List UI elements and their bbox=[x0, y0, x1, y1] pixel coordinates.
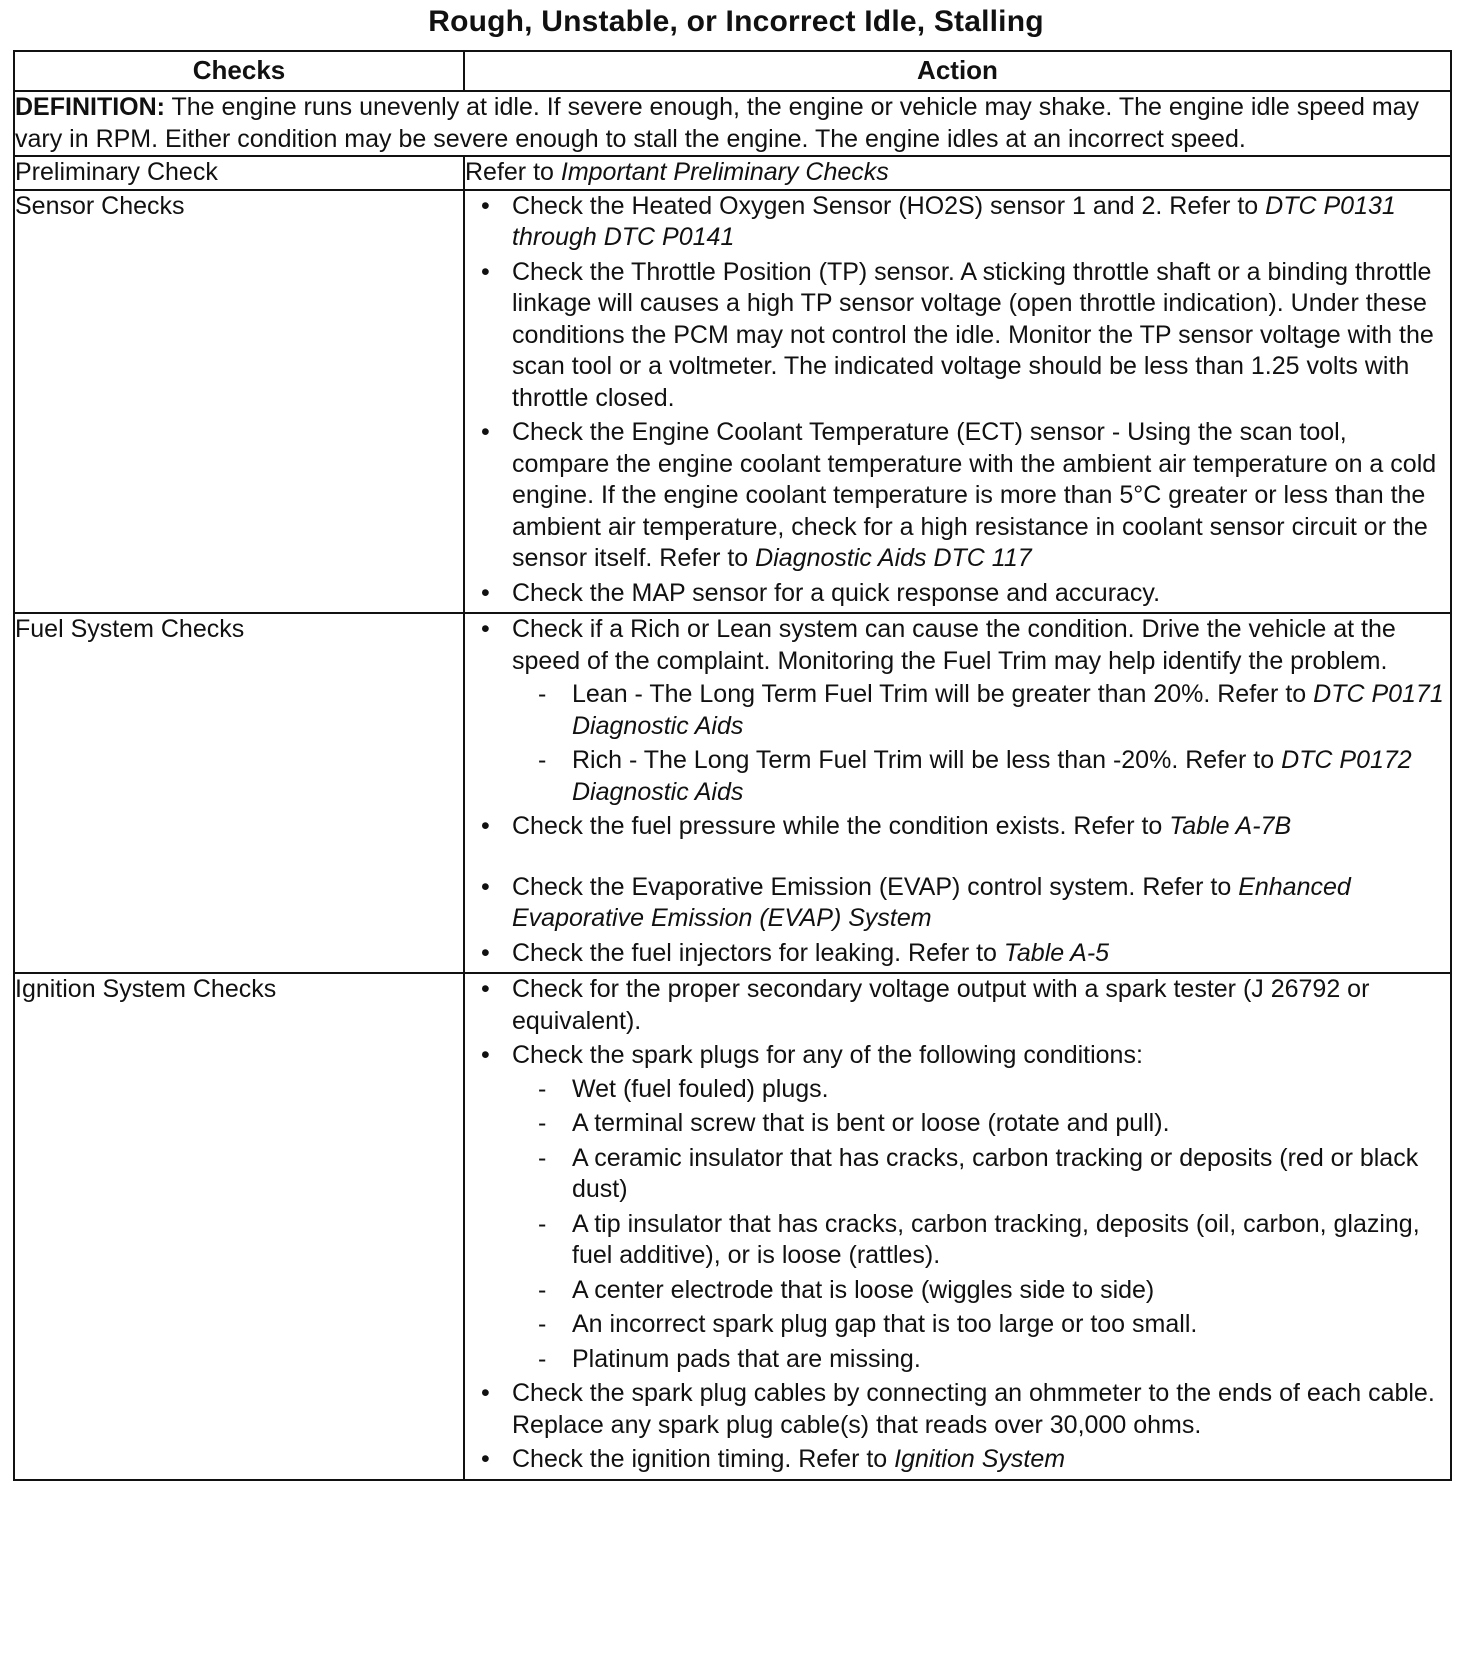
table-row-ignition bbox=[14, 973, 1451, 1480]
sub-list bbox=[512, 1074, 1450, 1376]
list-item bbox=[465, 578, 1450, 610]
definition-cell bbox=[14, 91, 1451, 156]
action-list bbox=[465, 614, 1450, 969]
list-item bbox=[465, 417, 1450, 575]
check-cell: Fuel System Checks bbox=[14, 613, 464, 973]
list-item bbox=[465, 872, 1450, 935]
item-text: Check the Throttle Position (TP) sensor. A sticking throttle shaft or a binding throttle linkage will causes a high TP sensor voltage (open throttle indication). Under these conditions the PCM may not control the idle. Monitor the TP sensor voltage with the scan tool or a voltmeter. The indicated voltage should be less than 1.25 volts with throttle closed. bbox=[512, 257, 1434, 412]
reference-link: Diagnostic Aids DTC 117 bbox=[755, 544, 1032, 572]
page-title: Rough, Unstable, or Incorrect Idle, Stalling bbox=[428, 5, 1044, 38]
list-item bbox=[465, 614, 1450, 808]
action-list bbox=[465, 974, 1450, 1476]
sub-list-item: - A ceramic insulator that has cracks, carbon tracking or deposits (red or black dust) bbox=[512, 1143, 1450, 1206]
check-cell: Sensor Checks bbox=[14, 190, 464, 614]
definition-label: DEFINITION: bbox=[15, 93, 165, 121]
item-text: Check for the proper secondary voltage output with a spark tester (J 26792 or equivalent). bbox=[512, 975, 1370, 1035]
sub-list-item: - A terminal screw that is bent or loose (rotate and pull). bbox=[512, 1108, 1450, 1140]
list-item bbox=[465, 1040, 1450, 1375]
table-row-fuel bbox=[14, 613, 1451, 973]
list-item bbox=[465, 1378, 1450, 1441]
item-text: Check the fuel pressure while the condition exists. Refer to bbox=[512, 812, 1170, 840]
item-text: Rich - The Long Term Fuel Trim will be less than -20%. Refer to bbox=[572, 746, 1282, 774]
sub-list-item: - Wet (fuel fouled) plugs. bbox=[512, 1074, 1450, 1106]
reference-link: Table A-7B bbox=[1169, 812, 1292, 840]
action-cell bbox=[464, 190, 1451, 614]
sub-list-item bbox=[512, 679, 1450, 742]
action-cell bbox=[464, 973, 1451, 1480]
action-list bbox=[465, 191, 1450, 610]
sub-list-item: - A center electrode that is loose (wiggles side to side) bbox=[512, 1275, 1450, 1307]
diagnostic-table bbox=[13, 50, 1452, 1481]
item-text: Check the spark plug cables by connecting an ohmmeter to the ends of each cable. Replace any spark plug cable(s) that reads over 30,000 ohms. bbox=[512, 1379, 1435, 1439]
item-text: Check the spark plugs for any of the following conditions: bbox=[512, 1041, 1143, 1069]
reference-link: Important Preliminary Checks bbox=[560, 158, 889, 186]
sub-list-item bbox=[512, 745, 1450, 808]
sub-list-item: - An incorrect spark plug gap that is too large or too small. bbox=[512, 1309, 1450, 1341]
list-item bbox=[465, 974, 1450, 1037]
table-row-preliminary bbox=[14, 156, 1451, 190]
list-item bbox=[465, 811, 1450, 843]
list-item bbox=[465, 1444, 1450, 1476]
action-column-header: Action bbox=[464, 51, 1451, 91]
reference-link: Enhanced Evaporative Emission (EVAP) System bbox=[512, 872, 1351, 932]
reference-link: DTC P0172 Diagnostic Aids bbox=[572, 746, 1412, 806]
item-text: Check if a Rich or Lean system can cause the condition. Drive the vehicle at the speed of the complaint. Monitoring the Fuel Trim may help identify the problem. bbox=[512, 615, 1396, 675]
list-item bbox=[465, 938, 1450, 970]
action-text: Refer to bbox=[465, 158, 561, 186]
action-cell bbox=[464, 613, 1451, 973]
sub-list-item: - Platinum pads that are missing. bbox=[512, 1344, 1450, 1376]
action-cell bbox=[464, 156, 1451, 190]
check-cell: Ignition System Checks bbox=[14, 973, 464, 1480]
reference-link: DTC P0131 through DTC P0141 bbox=[512, 191, 1396, 251]
sub-list-item: - A tip insulator that has cracks, carbon tracking, deposits (oil, carbon, glazing, fuel additive), or is loose (rattles). bbox=[512, 1209, 1450, 1272]
item-text: Check the ignition timing. Refer to bbox=[512, 1445, 895, 1473]
list-item bbox=[465, 257, 1450, 415]
header-row bbox=[14, 51, 1451, 91]
item-text: Check the Heated Oxygen Sensor (HO2S) sensor 1 and 2. Refer to bbox=[512, 191, 1266, 220]
item-text: Check the fuel injectors for leaking. Refer to bbox=[512, 938, 1004, 967]
definition-text: The engine runs unevenly at idle. If severe enough, the engine or vehicle may shake. The engine idle speed may vary in RPM. Either condition may be severe enough to stall the engine. The engine idles at an incorrect speed. bbox=[15, 93, 1420, 153]
definition-row bbox=[14, 91, 1451, 156]
table-row-sensor bbox=[14, 190, 1451, 614]
item-text: Check the MAP sensor for a quick response and accuracy. bbox=[512, 578, 1161, 607]
item-text: Check the Engine Coolant Temperature (ECT) sensor - Using the scan tool, compare the engine coolant temperature with the ambient air temperature on a cold engine. If the engine coolant temperature is more than 5°C greater or less than the ambient air temperature, check for a high resistance in coolant sensor circuit or the sensor itself. Refer to bbox=[512, 418, 1437, 572]
item-text: Lean - The Long Term Fuel Trim will be greater than 20%. Refer to bbox=[572, 680, 1314, 708]
reference-link: DTC P0171 Diagnostic Aids bbox=[572, 680, 1444, 740]
checks-column-header: Checks bbox=[14, 51, 464, 91]
list-item bbox=[465, 191, 1450, 254]
item-text: Check the Evaporative Emission (EVAP) control system. Refer to bbox=[512, 872, 1239, 901]
reference-link: Table A-5 bbox=[1003, 938, 1110, 967]
sub-list bbox=[512, 679, 1450, 808]
check-cell: Preliminary Check bbox=[14, 156, 464, 190]
reference-link: Ignition System bbox=[894, 1445, 1066, 1473]
